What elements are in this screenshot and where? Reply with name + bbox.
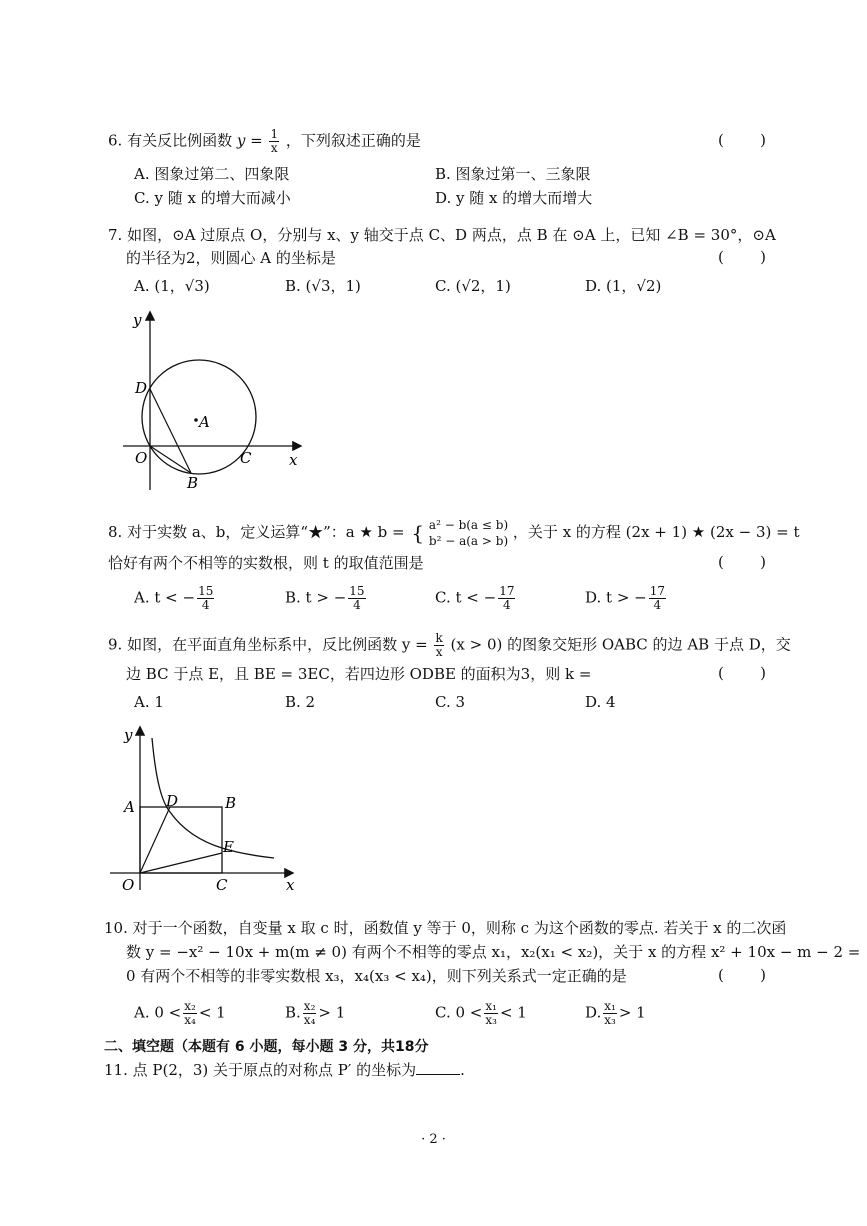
q8-option-a[interactable]: A. t < − $\frac{15}{4}$ [134, 584, 214, 612]
q8-cases: a² − b(a ≤ b) b² − a(a > b) [428, 518, 509, 548]
q7-option-a[interactable]: A. (1，√3) [134, 277, 210, 295]
q9-option-b[interactable]: B. 2 [285, 693, 316, 711]
q9-option-d[interactable]: D. 4 [585, 693, 616, 711]
q10-option-a[interactable]: A. 0 < $\frac{\text{x₂}}{\text{x₄}}$ < 1 [134, 999, 226, 1027]
q9-segment-oe [140, 853, 222, 873]
q9-fraction: $\frac{k}{x}$ [435, 631, 443, 659]
q6-fraction: $\frac{1}{x}$ [270, 127, 279, 155]
q7-line2: 的半径为2，则圆心 A 的坐标是 [126, 249, 336, 267]
q7-line1: 7. 如图，⊙A 过原点 O，分别与 x、y 轴交于点 C、D 两点，点 B 在 ⊙A 上，已知 ∠B = 30°，⊙A [108, 226, 776, 244]
q6-option-b[interactable]: B. 图象过第一、三象限 [435, 165, 591, 183]
q8-option-d[interactable]: D. t > − $\frac{17}{4}$ [585, 584, 666, 612]
q7-label-x: x [289, 451, 298, 469]
q7-label-c: C [240, 449, 252, 467]
q8-option-b[interactable]: B. t > − $\frac{15}{4}$ [285, 584, 365, 612]
q6-func-lhs: y = [236, 131, 263, 150]
q7-option-c[interactable]: C. (√2，1) [435, 277, 511, 295]
q7-option-d[interactable]: D. (1，√2) [585, 277, 662, 295]
q7-option-b[interactable]: B. (√3，1) [285, 277, 361, 295]
q9-label-a: A [124, 798, 135, 816]
q6-number: 6. [108, 131, 123, 150]
q6-option-d[interactable]: D. y 随 x 的增大而增大 [435, 189, 593, 207]
q7-center-point [194, 418, 198, 422]
q11-line: 11. 点 P(2，3) 关于原点的对称点 P′ 的坐标为 . [104, 1061, 465, 1079]
q9-line2: 边 BC 于点 E，且 BE = 3EC，若四边形 ODBE 的面积为3，则 k = [126, 665, 592, 683]
q7-figure [115, 305, 310, 495]
q7-label-d: D [135, 379, 148, 397]
section-2-heading: 二、填空题（本题有 6 小题，每小题 3 分，共18分 [104, 1039, 429, 1055]
q9-label-e: E [223, 838, 234, 856]
q10-option-b[interactable]: B. $\frac{\text{x₂}}{\text{x₄}}$ > 1 [285, 999, 346, 1027]
q9-label-c: C [216, 876, 228, 894]
q9-option-c[interactable]: C. 3 [435, 693, 466, 711]
q7-label-b: B [187, 474, 199, 492]
q10-option-c[interactable]: C. 0 < $\frac{\text{x₁}}{\text{x₃}}$ < 1 [435, 999, 527, 1027]
q6-stem [108, 128, 421, 155]
q9-label-o: O [122, 876, 135, 894]
q9-segment-od [140, 807, 170, 873]
q9-option-a[interactable]: A. 1 [134, 693, 164, 711]
page-number: · 2 · [421, 1132, 446, 1147]
q8-line2: 恰好有两个不相等的实数根，则 t 的取值范围是 [108, 554, 424, 572]
q7-segment-db [150, 389, 191, 473]
q9-label-x: x [286, 876, 295, 894]
q7-label-y: y [133, 311, 142, 329]
q8-brace: { [411, 521, 425, 545]
q10-line1: 10. 对于一个函数，自变量 x 取 c 时，函数值 y 等于 0，则称 c 为这个函数的零点. 若关于 x 的二次函 [104, 919, 787, 937]
q6-option-c[interactable]: C. y 随 x 的增大而减小 [134, 189, 291, 207]
q9-figure [108, 722, 308, 897]
q8-answer-paren[interactable]: ( ) [718, 553, 766, 571]
q10-line3: 0 有两个不相等的非零实数根 x₃，x₄(x₃ < x₄)，则下列关系式一定正确的是 [126, 967, 627, 985]
q6-stem-pre: 有关反比例函数 [127, 131, 233, 150]
q10-option-d[interactable]: D. $\frac{\text{x₁}}{\text{x₃}}$ > 1 [585, 999, 646, 1027]
q7-answer-paren[interactable]: ( ) [718, 248, 766, 266]
q7-label-a: A [199, 413, 210, 431]
q6-stem-post: ，下列叙述正确的是 [285, 131, 421, 150]
q10-answer-paren[interactable]: ( ) [718, 966, 766, 984]
q9-label-d: D [166, 792, 179, 810]
q8-option-c[interactable]: C. t < − $\frac{17}{4}$ [435, 584, 515, 612]
q9-answer-paren[interactable]: ( ) [718, 664, 766, 682]
q10-line2: 数 y = −x² − 10x + m(m ≠ 0) 有两个不相等的零点 x₁，x₂(x₁ < x₂)，关于 x 的方程 x² + 10x − m − 2 = [126, 943, 861, 961]
q11-answer-blank[interactable] [416, 1060, 460, 1075]
q9-label-b: B [225, 794, 237, 812]
q8-line1: 8. 对于实数 a、b，定义运算“★”：a ★ b = { a² − b(a ≤ b) b² − a(a > b) ，关于 x 的方程 (2x + 1) ★ (2x − 3) = t [108, 518, 800, 548]
q9-label-y: y [124, 726, 133, 744]
q9-line1: 9. 如图，在平面直角坐标系中，反比例函数 y = $\frac{k}{x}$ (x > 0) 的图象交矩形 OABC 的边 AB 于点 D，交 [108, 631, 791, 659]
q6-answer-paren[interactable]: ( ) [718, 131, 766, 149]
q7-label-o: O [135, 449, 148, 467]
q6-option-a[interactable]: A. 图象过第二、四象限 [134, 165, 290, 183]
